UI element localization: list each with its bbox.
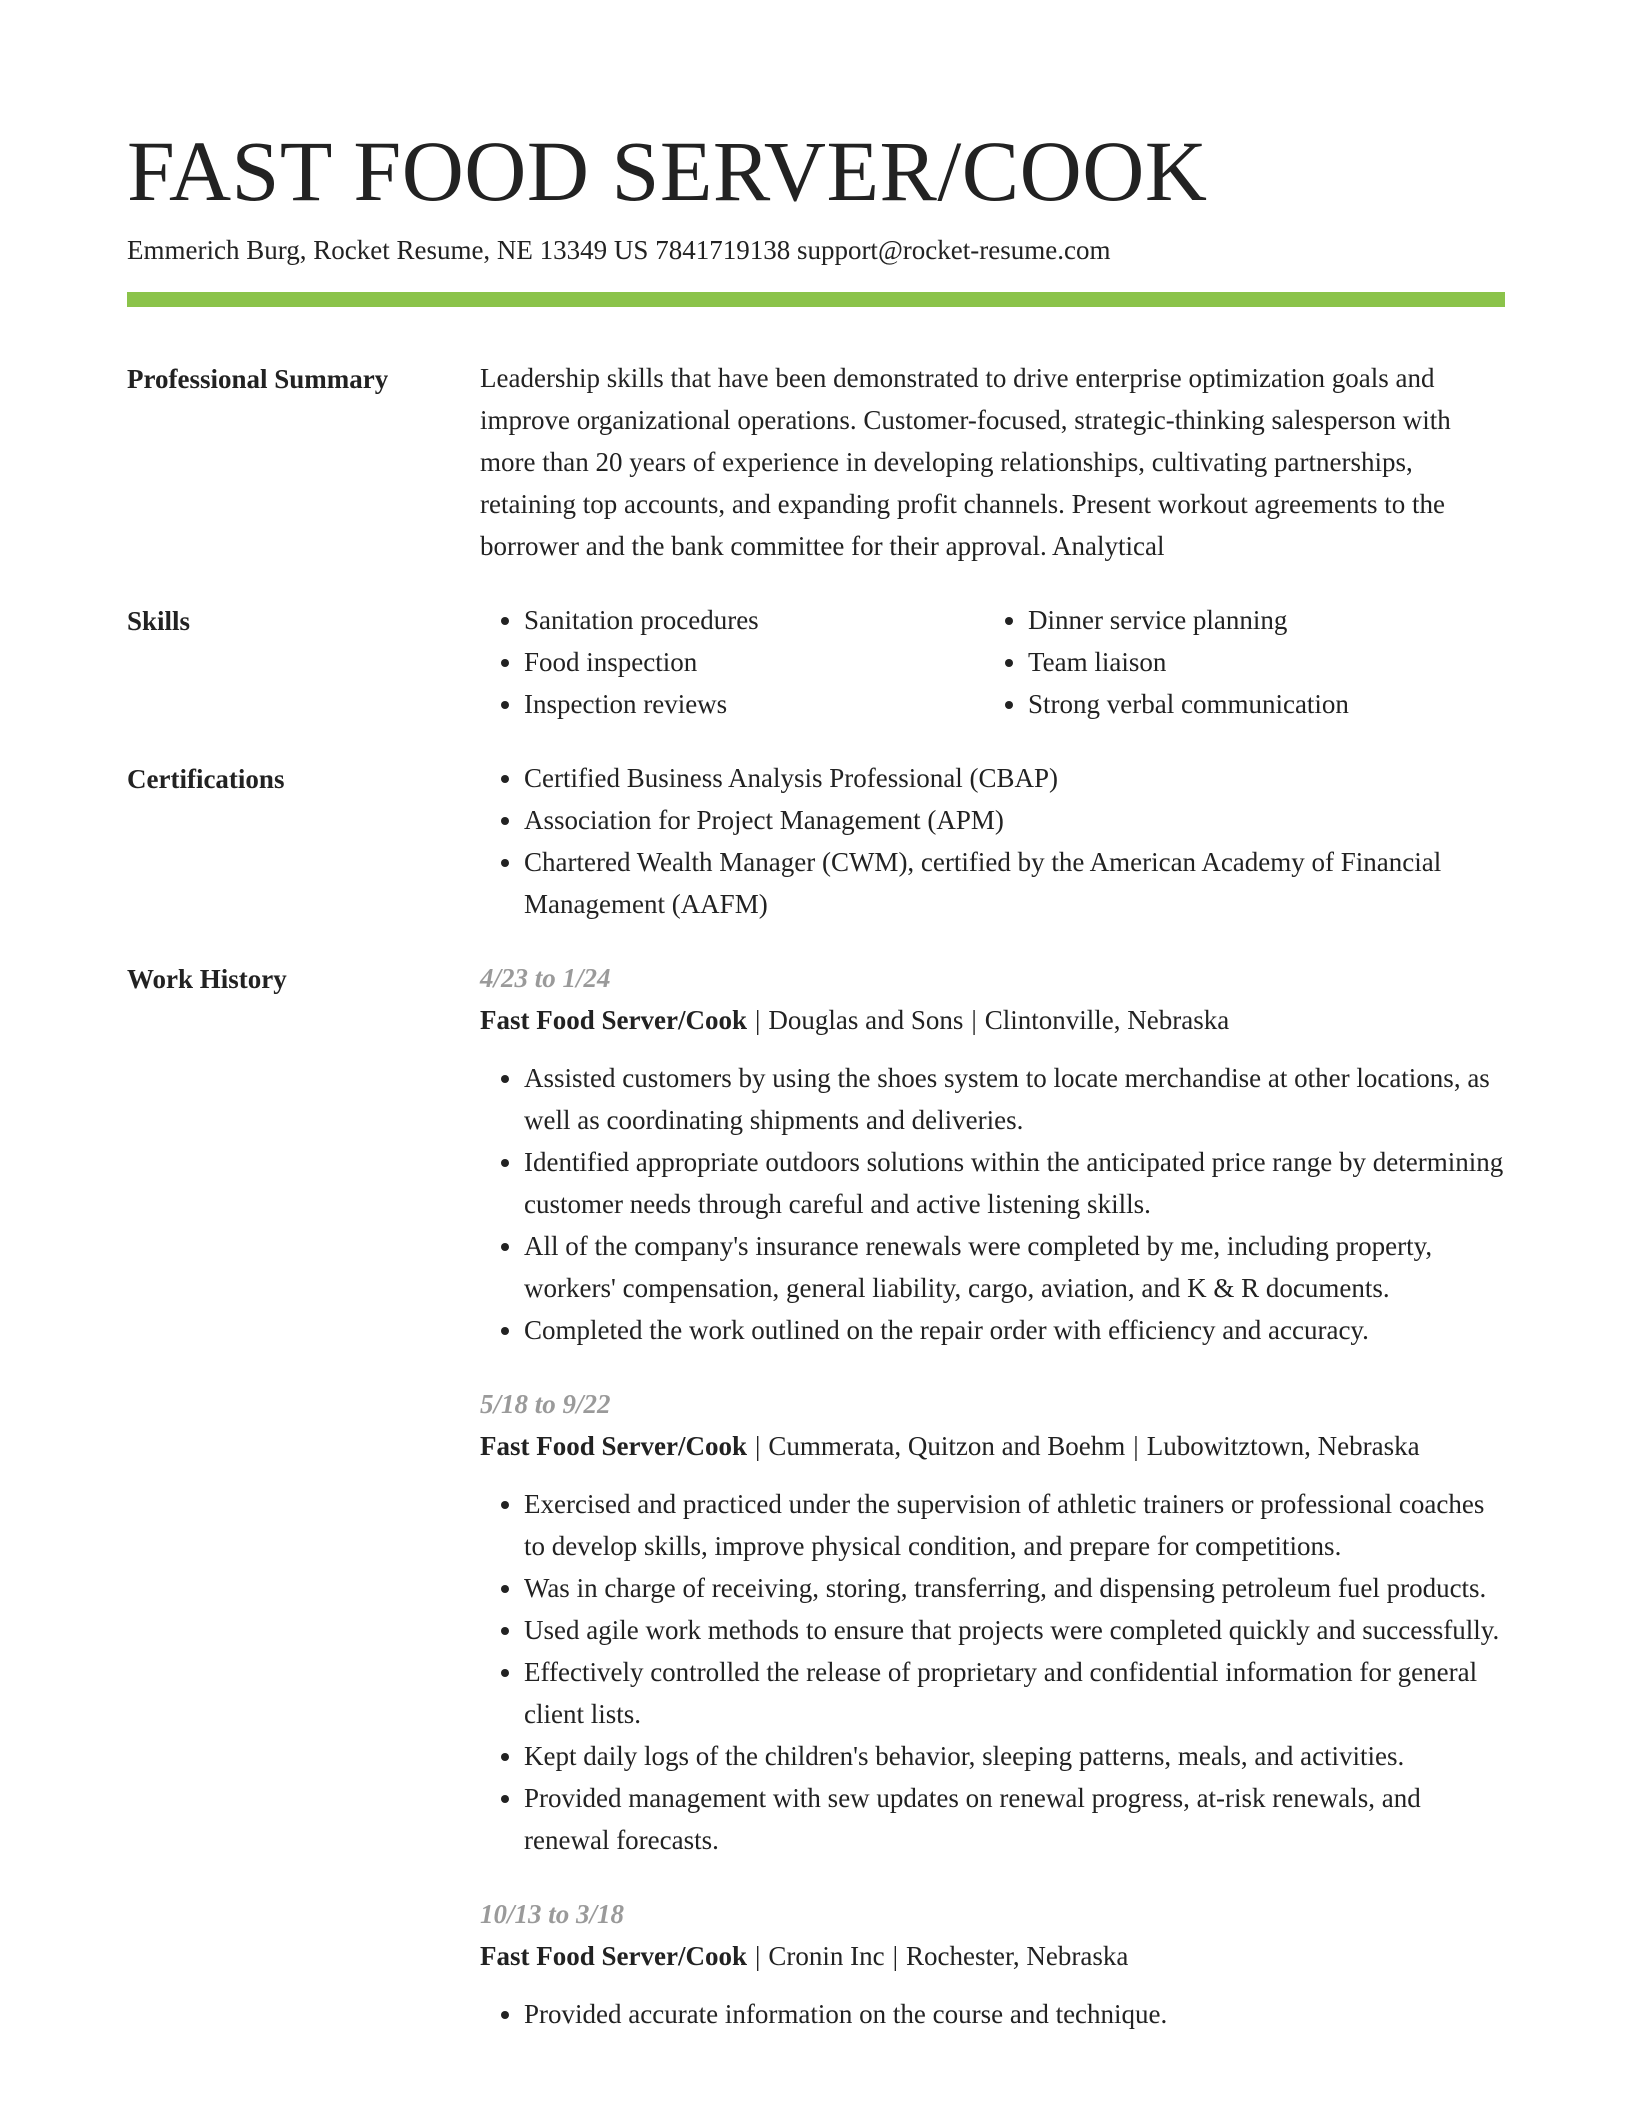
summary-text: Leadership skills that have been demonstrated to drive enterprise optimization goals and improve organizational operations. Customer-focused, strategic-thinking salesperson with more than 20 years of experience in developing relationships, cultivating partnerships, retaining top accounts, and expanding profit channels. Present workout agreements to the borrower and the bank committee for their approval. Analytical	[480, 363, 1451, 561]
job-location: Clintonville, Nebraska	[984, 1005, 1230, 1035]
section-label-skills: Skills	[127, 606, 191, 636]
certification-item: • Certified Business Analysis Professional (CBAP)	[524, 757, 1505, 799]
job-location: Rochester, Nebraska	[906, 1941, 1129, 1971]
job-header	[480, 1425, 1505, 1467]
job-entry	[480, 957, 1505, 1351]
contact-line: Emmerich Burg, Rocket Resume, NE 13349 US 7841719138 support@rocket-resume.com	[127, 235, 1111, 265]
job-title: Fast Food Server/Cook	[480, 1005, 747, 1035]
job-bullets	[480, 1057, 1505, 1351]
job-dates: 4/23 to 1/24	[480, 963, 611, 993]
section-label-work-history: Work History	[127, 964, 287, 994]
section-work-history	[127, 957, 1505, 2067]
certification-item: • Association for Project Management (APM)	[524, 799, 1505, 841]
job-bullet: • Completed the work outlined on the repair order with efficiency and accuracy.	[524, 1309, 1505, 1351]
job-company: Cronin Inc	[768, 1941, 885, 1971]
separator: |	[892, 1941, 899, 1971]
work-history-body	[480, 957, 1505, 2067]
job-bullet: • Assisted customers by using the shoes system to locate merchandise at other locations, as well as coordinating shipments and deliveries.	[524, 1057, 1505, 1141]
job-entry	[480, 1893, 1505, 2035]
skills-grid	[480, 599, 1505, 725]
job-dates: 10/13 to 3/18	[480, 1899, 625, 1929]
job-bullet: • Used agile work methods to ensure that projects were completed quickly and successfully.	[524, 1609, 1505, 1651]
section-skills	[127, 599, 1505, 725]
job-header	[480, 1935, 1505, 1977]
job-bullet: • Effectively controlled the release of proprietary and confidential information for general client lists.	[524, 1651, 1505, 1735]
certifications-body	[480, 757, 1505, 925]
skills-list-1	[480, 599, 984, 725]
accent-divider	[127, 292, 1505, 307]
skill-item: • Dinner service planning	[1028, 599, 1488, 641]
job-bullet: • All of the company's insurance renewals were completed by me, including property, workers' compensation, general liability, cargo, aviation, and K & R documents.	[524, 1225, 1505, 1309]
certifications-list	[480, 757, 1505, 925]
separator: |	[1133, 1431, 1139, 1461]
section-label-certifications: Certifications	[127, 764, 285, 794]
job-bullet: • Exercised and practiced under the supervision of athletic trainers or professional coaches to develop skills, improve physical condition, and prepare for competitions.	[524, 1483, 1505, 1567]
resume-title: FAST FOOD SERVER/COOK	[127, 123, 1208, 219]
job-bullet: • Identified appropriate outdoors solutions within the anticipated price range by determining customer needs through careful and active listening skills.	[524, 1141, 1505, 1225]
job-location: Lubowitztown, Nebraska	[1146, 1431, 1420, 1461]
skill-item: • Sanitation procedures	[524, 599, 984, 641]
job-title: Fast Food Server/Cook	[480, 1431, 747, 1461]
job-company: Douglas and Sons	[768, 1005, 964, 1035]
job-bullet: • Was in charge of receiving, storing, transferring, and dispensing petroleum fuel products.	[524, 1567, 1505, 1609]
skill-item: • Food inspection	[524, 641, 984, 683]
job-bullet: • Provided accurate information on the course and technique.	[524, 1993, 1505, 2035]
job-dates: 5/18 to 9/22	[480, 1389, 611, 1419]
skill-item: • Strong verbal communication	[1028, 683, 1488, 725]
section-label-summary: Professional Summary	[127, 364, 389, 394]
summary-body	[480, 357, 1505, 567]
job-bullet: • Provided management with sew updates on renewal progress, at-risk renewals, and renewal forecasts.	[524, 1777, 1505, 1861]
section-professional-summary	[127, 357, 1505, 567]
skills-column-2	[984, 599, 1488, 725]
job-entry	[480, 1383, 1505, 1861]
section-certifications	[127, 757, 1505, 925]
job-bullets	[480, 1993, 1505, 2035]
skills-column-1	[480, 599, 984, 725]
separator: |	[754, 1431, 761, 1461]
job-title: Fast Food Server/Cook	[480, 1941, 747, 1971]
job-bullets	[480, 1483, 1505, 1861]
job-company: Cummerata, Quitzon and Boehm	[768, 1431, 1126, 1461]
skill-item: • Team liaison	[1028, 641, 1488, 683]
separator: |	[754, 1941, 761, 1971]
skill-item: • Inspection reviews	[524, 683, 984, 725]
job-header	[480, 999, 1505, 1041]
skills-list-2	[984, 599, 1488, 725]
job-bullet: • Kept daily logs of the children's behavior, sleeping patterns, meals, and activities.	[524, 1735, 1505, 1777]
separator: |	[971, 1005, 977, 1035]
separator: |	[754, 1005, 761, 1035]
certification-item: • Chartered Wealth Manager (CWM), certified by the American Academy of Financial Management (AAFM)	[524, 841, 1505, 925]
